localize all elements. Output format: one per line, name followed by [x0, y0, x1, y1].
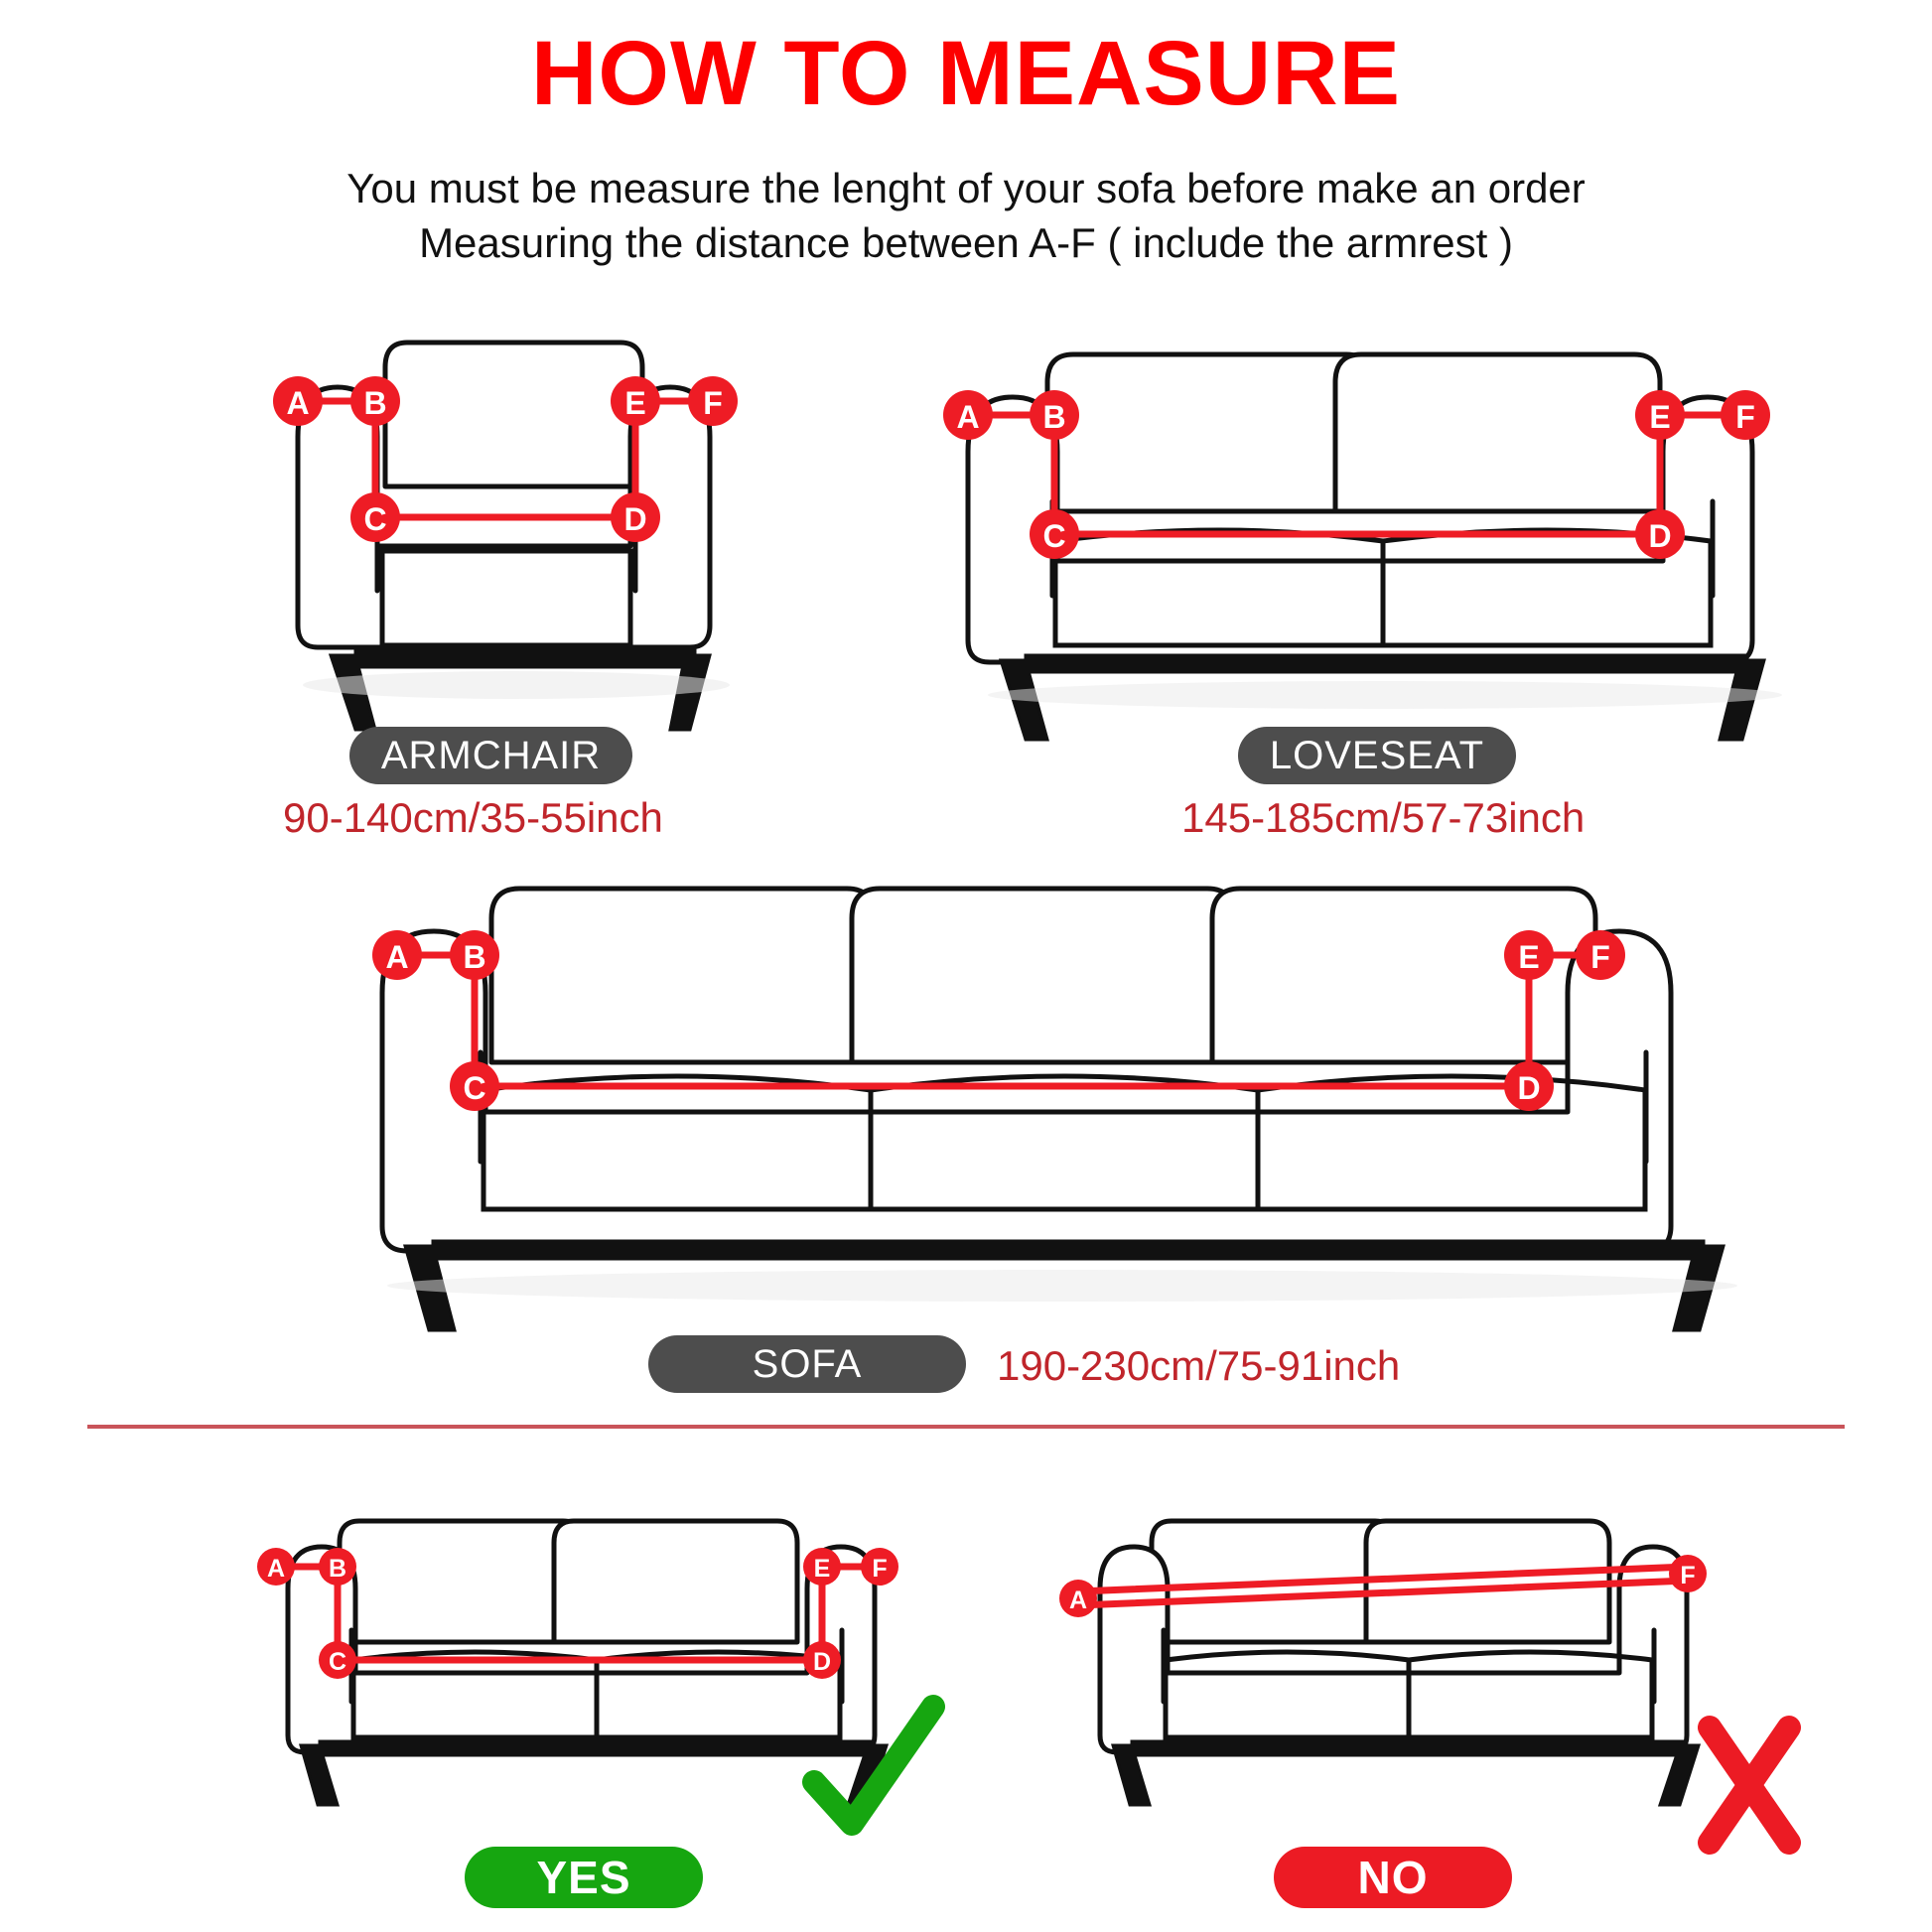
- yes-badge-label: YES: [536, 1852, 631, 1903]
- subtitle-line-1: You must be measure the lenght of your sofa before make an order: [346, 165, 1586, 211]
- yes-badge: [465, 1847, 703, 1908]
- correct-label-a: A: [266, 1555, 286, 1583]
- subtitle-line-2: Measuring the distance between A-F ( include the armrest ): [419, 219, 1513, 267]
- armchair-label-f: F: [703, 385, 723, 421]
- sofa-label-a: A: [385, 939, 409, 975]
- sofa-label-e: E: [1518, 939, 1540, 975]
- sofa-badge: [648, 1335, 966, 1393]
- armchair-dimension: 90-140cm/35-55inch: [283, 794, 663, 841]
- loveseat-label-d: D: [1648, 518, 1672, 554]
- sofa-badge-label: SOFA: [752, 1341, 863, 1386]
- sofa-label-d: D: [1517, 1070, 1541, 1106]
- page-title: HOW TO MEASURE: [530, 23, 1402, 124]
- loveseat-label-b: B: [1042, 399, 1066, 435]
- sofa-label-b: B: [463, 939, 486, 975]
- loveseat-label-a: A: [956, 399, 980, 435]
- correct-label-b: B: [328, 1555, 347, 1583]
- loveseat-badge: [1238, 727, 1516, 784]
- armchair-badge-label: ARMCHAIR: [380, 733, 602, 777]
- no-badge: [1274, 1847, 1512, 1908]
- sofa-dimension: 190-230cm/75-91inch: [997, 1342, 1401, 1389]
- incorrect-label-a: A: [1068, 1587, 1088, 1614]
- correct-label-e: E: [813, 1555, 831, 1583]
- armchair-label-a: A: [286, 385, 310, 421]
- loveseat-label-c: C: [1042, 518, 1066, 554]
- correct-label-d: D: [812, 1648, 832, 1676]
- incorrect-label-f: F: [1680, 1562, 1696, 1589]
- cross-mark-icon: [1710, 1727, 1789, 1843]
- no-badge-label: NO: [1357, 1852, 1429, 1903]
- armchair-label-c: C: [363, 501, 387, 537]
- loveseat-label-f: F: [1735, 399, 1755, 435]
- armchair-badge: [349, 727, 632, 784]
- correct-label-c: C: [328, 1648, 347, 1676]
- armchair-label-d: D: [623, 501, 647, 537]
- loveseat-label-e: E: [1649, 399, 1671, 435]
- correct-label-f: F: [872, 1555, 888, 1583]
- armchair-label-b: B: [363, 385, 387, 421]
- loveseat-dimension: 145-185cm/57-73inch: [1181, 794, 1586, 841]
- sofa-label-c: C: [463, 1070, 486, 1106]
- armchair-label-e: E: [624, 385, 646, 421]
- loveseat-badge-label: LOVESEAT: [1269, 733, 1485, 777]
- sofa-label-f: F: [1590, 939, 1610, 975]
